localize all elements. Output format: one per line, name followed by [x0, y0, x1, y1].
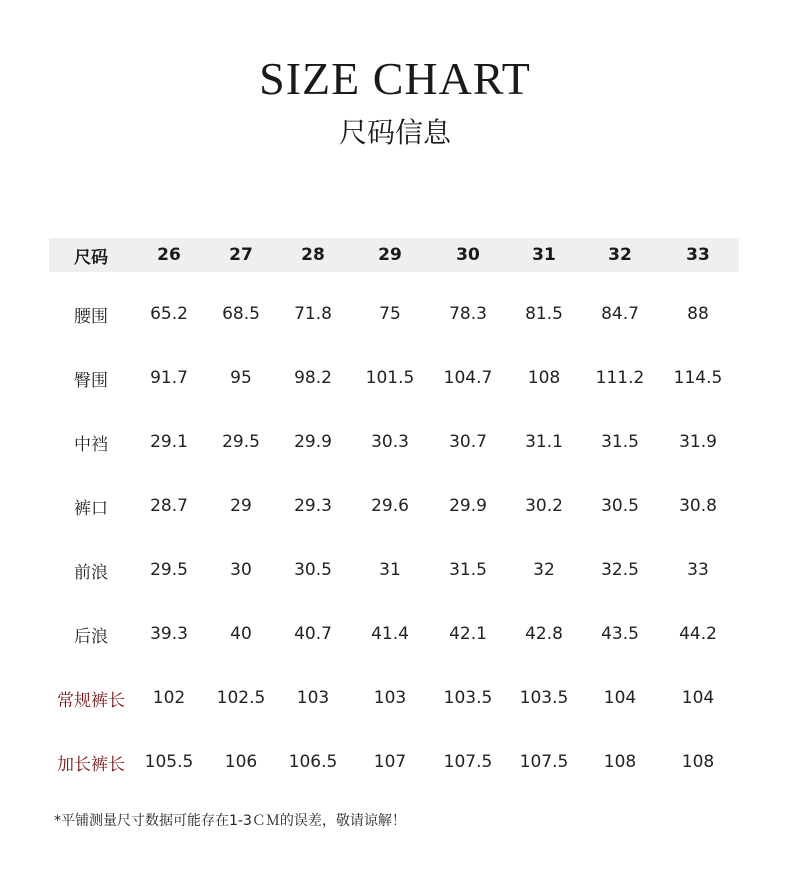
- table-cell: 42.1: [449, 624, 487, 644]
- size-header: 27: [229, 245, 253, 265]
- table-cell: 29.6: [371, 496, 409, 516]
- table-cell: 31.5: [601, 432, 639, 452]
- page-title: SIZE CHART: [259, 53, 531, 104]
- table-cell: 71.8: [294, 304, 332, 324]
- table-cell: 41.4: [371, 624, 409, 644]
- table-cell: 95: [230, 368, 252, 388]
- table-cell: 29.9: [449, 496, 487, 516]
- table-cell: 81.5: [525, 304, 563, 324]
- table-cell: 44.2: [679, 624, 717, 644]
- table-cell: 84.7: [601, 304, 639, 324]
- table-cell: 29: [230, 496, 252, 516]
- table-cell: 101.5: [365, 368, 415, 388]
- table-cell: 103.5: [443, 688, 493, 708]
- table-cell: 104: [681, 688, 715, 708]
- table-cell: 114.5: [673, 368, 723, 388]
- table-row: [49, 666, 739, 730]
- table-cell: 88: [687, 304, 709, 324]
- table-cell: 30.5: [294, 560, 332, 580]
- table-row: [49, 410, 739, 474]
- page-subtitle: 尺码信息: [338, 116, 451, 149]
- table-cell: 108: [527, 368, 561, 388]
- table-row: [49, 474, 739, 538]
- table-cell: 105.5: [144, 752, 194, 772]
- table-row: [49, 538, 739, 602]
- table-cell: 65.2: [150, 304, 188, 324]
- table-cell: 29.9: [294, 432, 332, 452]
- table-cell: 103: [373, 688, 407, 708]
- table-cell: 106.5: [288, 752, 338, 772]
- size-header: 32: [608, 245, 632, 265]
- table-cell: 43.5: [601, 624, 639, 644]
- table-cell: 32.5: [601, 560, 639, 580]
- size-header: 33: [686, 245, 710, 265]
- table-cell: 30: [230, 560, 252, 580]
- table-cell: 108: [681, 752, 715, 772]
- table-cell: 31.1: [525, 432, 563, 452]
- table-cell: 107.5: [443, 752, 493, 772]
- table-row: [49, 272, 739, 346]
- table-cell: 40.7: [294, 624, 332, 644]
- table-cell: 102.5: [216, 688, 266, 708]
- table-cell: 107.5: [519, 752, 569, 772]
- size-header: 31: [532, 245, 556, 265]
- row-label: 中裆: [74, 434, 108, 455]
- table-cell: 111.2: [595, 368, 645, 388]
- table-cell: 108: [603, 752, 637, 772]
- table-cell: 30.8: [679, 496, 717, 516]
- table-row: [49, 602, 739, 666]
- table-cell: 31.9: [679, 432, 717, 452]
- table-header-row: [49, 238, 739, 272]
- table-cell: 29.5: [222, 432, 260, 452]
- table-cell: 30.2: [525, 496, 563, 516]
- table-cell: 30.7: [449, 432, 487, 452]
- measurement-note: *平铺测量尺寸数据可能存在1-3ＣＭ的误差，敬请谅解！: [54, 813, 406, 829]
- size-header: 30: [456, 245, 480, 265]
- row-label: 常规裤长: [57, 690, 125, 711]
- row-label: 臀围: [74, 370, 108, 391]
- table-cell: 28.7: [150, 496, 188, 516]
- table-cell: 40: [230, 624, 252, 644]
- size-chart-table: [49, 238, 739, 794]
- table-cell: 30.5: [601, 496, 639, 516]
- table-cell: 29.5: [150, 560, 188, 580]
- table-cell: 98.2: [294, 368, 332, 388]
- table-cell: 42.8: [525, 624, 563, 644]
- table-cell: 32: [533, 560, 555, 580]
- table-cell: 39.3: [150, 624, 188, 644]
- table-cell: 29.1: [150, 432, 188, 452]
- table-cell: 31.5: [449, 560, 487, 580]
- table-row: [49, 730, 739, 794]
- table-cell: 31: [379, 560, 401, 580]
- table-cell: 103: [296, 688, 330, 708]
- row-label: 腰围: [74, 306, 108, 327]
- table-cell: 102: [152, 688, 186, 708]
- row-label: 后浪: [74, 626, 108, 647]
- row-label: 加长裤长: [57, 754, 125, 775]
- table-cell: 68.5: [222, 304, 260, 324]
- table-cell: 91.7: [150, 368, 188, 388]
- table-cell: 78.3: [449, 304, 487, 324]
- table-cell: 103.5: [519, 688, 569, 708]
- table-cell: 104: [603, 688, 637, 708]
- table-cell: 33: [687, 560, 709, 580]
- table-cell: 106: [224, 752, 258, 772]
- table-cell: 104.7: [443, 368, 493, 388]
- row-label: 裤口: [74, 498, 108, 519]
- size-header: 28: [301, 245, 325, 265]
- table-cell: 75: [379, 304, 401, 324]
- table-cell: 107: [373, 752, 407, 772]
- table-cell: 29.3: [294, 496, 332, 516]
- table-row: [49, 346, 739, 410]
- size-header: 26: [157, 245, 181, 265]
- size-header: 29: [378, 245, 402, 265]
- row-label: 前浪: [74, 562, 108, 583]
- table-cell: 30.3: [371, 432, 409, 452]
- corner-label: 尺码: [74, 247, 108, 268]
